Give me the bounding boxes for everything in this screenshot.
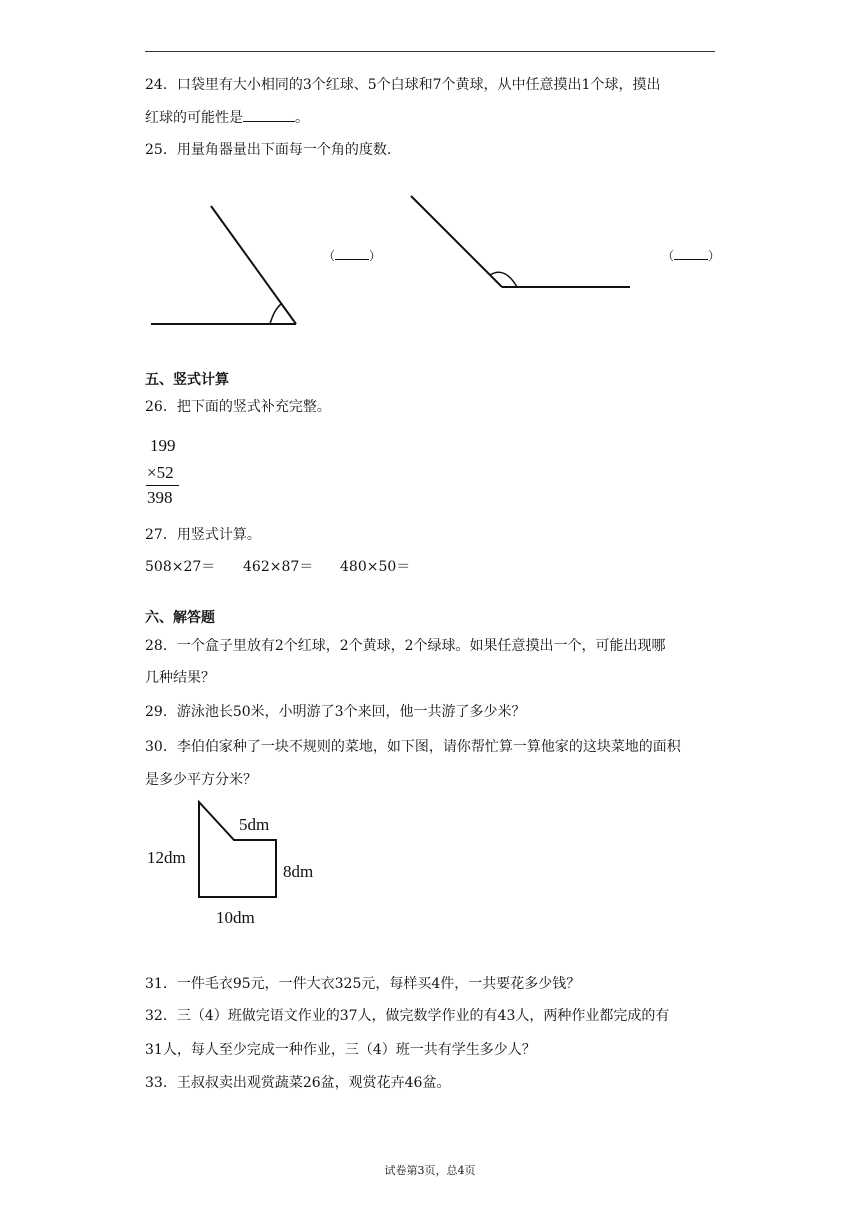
paren-open: （ [662, 249, 675, 263]
section-5-heading: 五、竖式计算 [145, 372, 229, 388]
label-5dm: 5dm [239, 815, 270, 834]
q30-line2: 是多少平方分米？ [145, 772, 257, 788]
q25-text: 25．用量角器量出下面每一个角的度数. [145, 142, 392, 158]
angle-2 [411, 196, 630, 287]
answer-underline [335, 249, 369, 260]
q25-answer-1[interactable] [323, 248, 381, 264]
q31-text: 31．一件毛衣95元，一件大衣325元，每样买4件，一共要花多少钱？ [145, 976, 581, 992]
q29-text: 29．游泳池长50米，小明游了3个来回，他一共游了多少米？ [145, 704, 526, 720]
q30-line1: 30．李伯伯家种了一块不规则的菜地，如下图，请你帮忙算一算他家的这块菜地的面积 [145, 739, 681, 755]
q24-text: 红球的可能性是 [145, 110, 243, 126]
section-6-heading: 六、解答题 [145, 610, 215, 626]
page-footer: 试卷第3页，总4页 [384, 1164, 476, 1177]
q27-problem-a: 508×27＝ [145, 559, 216, 575]
q28-line2: 几种结果？ [145, 670, 215, 686]
q32-line1: 32．三（4）班做完语文作业的37人，做完数学作业的有43人，两种作业都完成的有 [145, 1008, 670, 1024]
q32-line2: 31人，每人至少完成一种作业，三（4）班一共有学生多少人？ [145, 1042, 536, 1058]
label-12dm: 12dm [147, 848, 186, 867]
q25-answer-2[interactable] [662, 248, 720, 264]
q24-line1: 24．口袋里有大小相同的3个红球、5个白球和7个黄球，从中任意摸出1个球，摸出 [145, 77, 661, 93]
q30-plot-figure [0, 790, 860, 940]
paren-close: ） [708, 249, 721, 263]
label-10dm: 10dm [216, 908, 255, 927]
q26-text: 26．把下面的竖式补充完整。 [145, 399, 331, 415]
q33-text: 33．王叔叔卖出观赏蔬菜26盆，观赏花卉46盆。 [145, 1075, 451, 1091]
q27-problem-c: 480×50＝ [340, 559, 411, 575]
vertical-partial-result: 398 [147, 488, 173, 507]
vertical-multiplier: ×52 [147, 463, 174, 482]
angle-1 [151, 206, 296, 324]
q27-text: 27．用竖式计算。 [145, 527, 261, 543]
vertical-top-number: 199 [150, 436, 176, 455]
q24-end: 。 [295, 110, 309, 126]
paren-open: （ [323, 249, 336, 263]
q27-problem-b: 462×87＝ [243, 559, 314, 575]
answer-underline [674, 249, 708, 260]
vertical-rule [146, 485, 179, 486]
paren-close: ） [369, 249, 382, 263]
label-8dm: 8dm [283, 862, 314, 881]
q28-line1: 28．一个盒子里放有2个红球，2个黄球，2个绿球。如果任意摸出一个，可能出现哪 [145, 638, 666, 654]
q25-angle-figures [0, 0, 860, 360]
